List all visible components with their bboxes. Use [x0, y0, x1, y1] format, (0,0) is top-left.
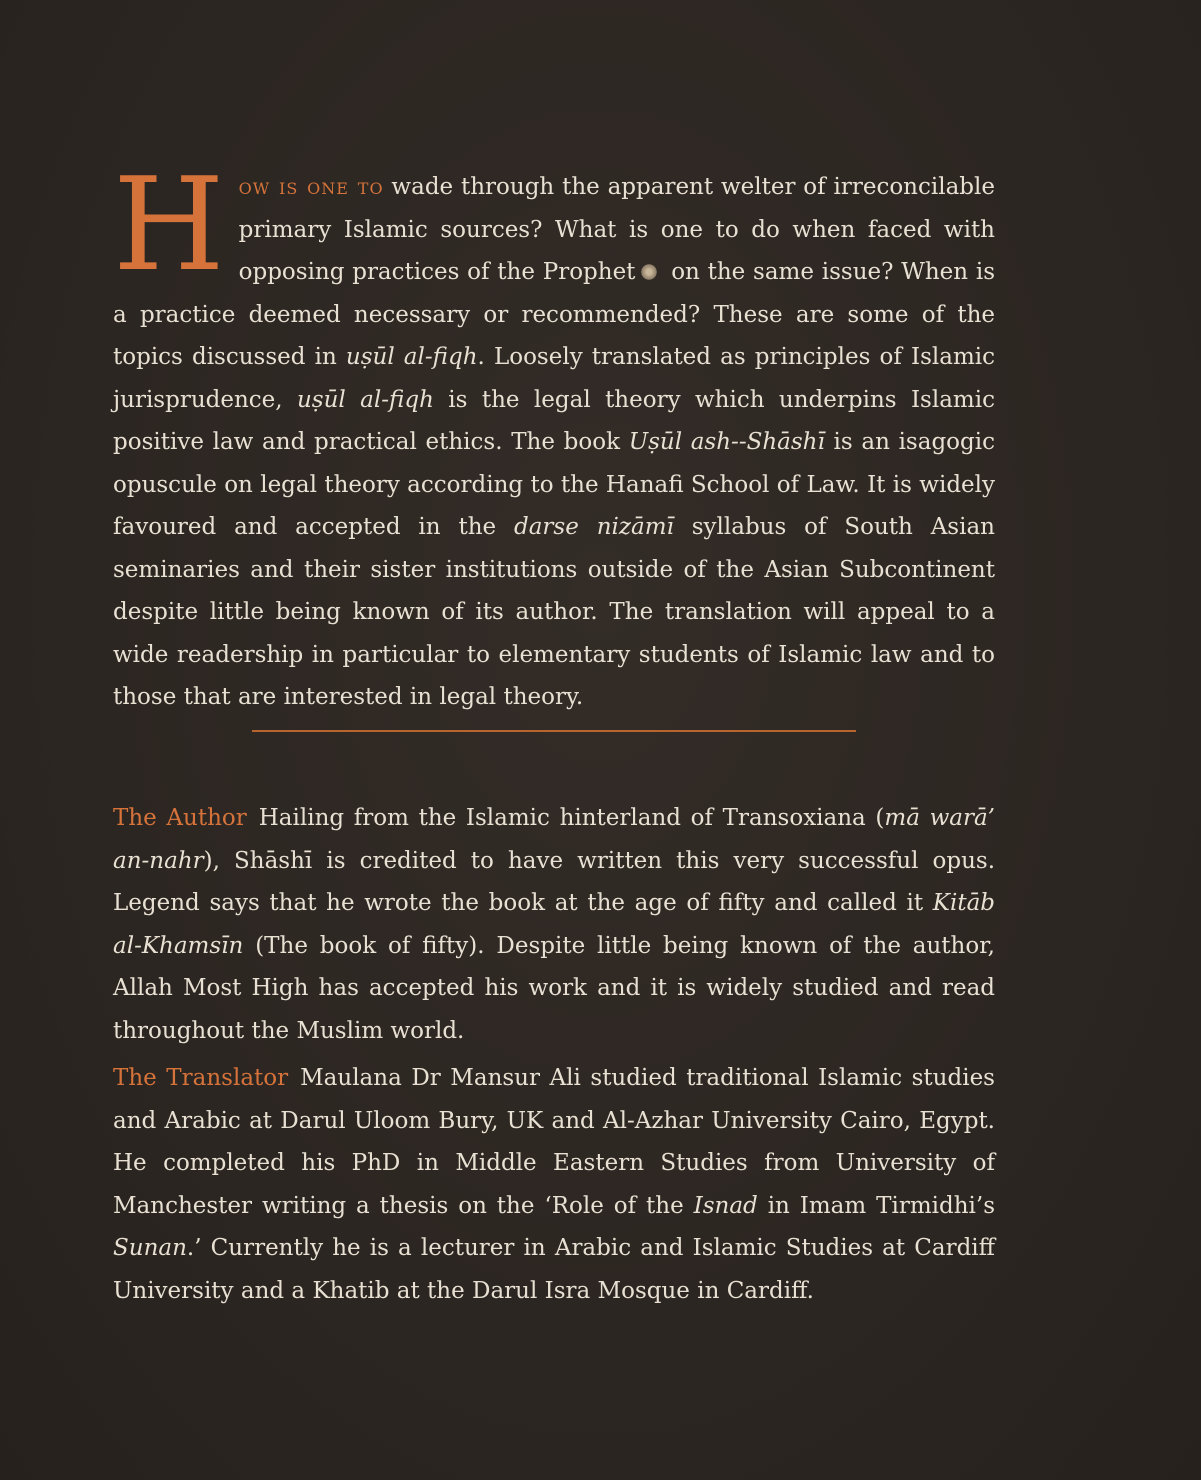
blurb-text-4: is the legal theory which underpins Islamic positive law and practical ethics. The book: [113, 386, 995, 455]
term-transoxiana: mā warā’ an-nahr: [113, 805, 995, 874]
author-text-3: (The book of fifty). Despite little being known of the author, Allah Most High has accepted his work and it is widely studied and read throughout the Muslim world.: [113, 932, 995, 1044]
translator-text-2: in Imam Tirmidhi’s: [757, 1192, 995, 1219]
term-isnad: Isnad: [693, 1192, 758, 1219]
term-sunan: Sunan: [113, 1235, 187, 1261]
translator-text-3: .’ Currently he is a lecturer in Arabic and Islamic Studies at Cardiff University and a Khatib at the Darul Isra Mosque in Cardiff.: [113, 1235, 995, 1304]
lead-in: ow is one to: [238, 174, 384, 200]
term-kitab-al-khamsin: Kitāb al-Khamsīn: [113, 890, 995, 959]
peace-be-upon-him-icon: [640, 263, 658, 281]
drop-cap: H: [113, 151, 225, 300]
author-text-1: Hailing from the Islamic hinterland of Transoxiana (: [258, 805, 885, 831]
term-usul-al-fiqh: uṣūl al-fiqh: [345, 344, 478, 370]
book-title: Uṣūl ash--Shāshī: [628, 429, 825, 455]
blurb-text-5: is an isagogic opusculе on legal theory according to the Hanafi School of Law. It is widely favoured and accepted in the: [113, 429, 995, 540]
author-label: The Author: [113, 805, 247, 831]
translator-bio: [113, 1057, 995, 1312]
blurb-text-6: syllabus of South Asian seminaries and their sister institutions outside of the Asian Subcontinent despite little being known of its author. The translation will appeal to a wide readership in particular to elementary students of Islamic law and to those that are interested in legal theory.: [113, 514, 995, 710]
translator-text-1: Maulana Dr Mansur Ali studied traditional Islamic studies and Arabic at Darul Uloom Bury, UK and Al-Azhar University Cairo, Egypt. He completed his PhD in Middle Eastern Studies from University of Manchester writing a thesis on the ‘Role of the: [113, 1065, 995, 1219]
term-usul-al-fiqh-2: uṣūl al-fiqh: [296, 386, 434, 413]
blurb-paragraph: [113, 151, 995, 719]
blurb-text-1: wade through the apparent welter of irreconcilable primary Islamic sources? What is one to do when faced with opposing practices of the Prophet: [238, 174, 995, 285]
blurb-text-3: . Loosely translated as principles of Islamic jurisprudence,: [113, 344, 995, 413]
term-darse-nizami: darse nizāmī: [513, 514, 674, 540]
author-text-2: ), Shāshī is credited to have written this very successful opus. Legend says that he wrote the book at the age of fifty and called it: [113, 847, 995, 916]
divider-rule: [252, 730, 856, 732]
author-bio: [113, 797, 995, 1052]
blurb-text-2: on the same issue? When is a practice deemed necessary or recommended? These are some of the topics discussed in: [113, 259, 995, 370]
translator-label: The Translator: [113, 1065, 289, 1091]
